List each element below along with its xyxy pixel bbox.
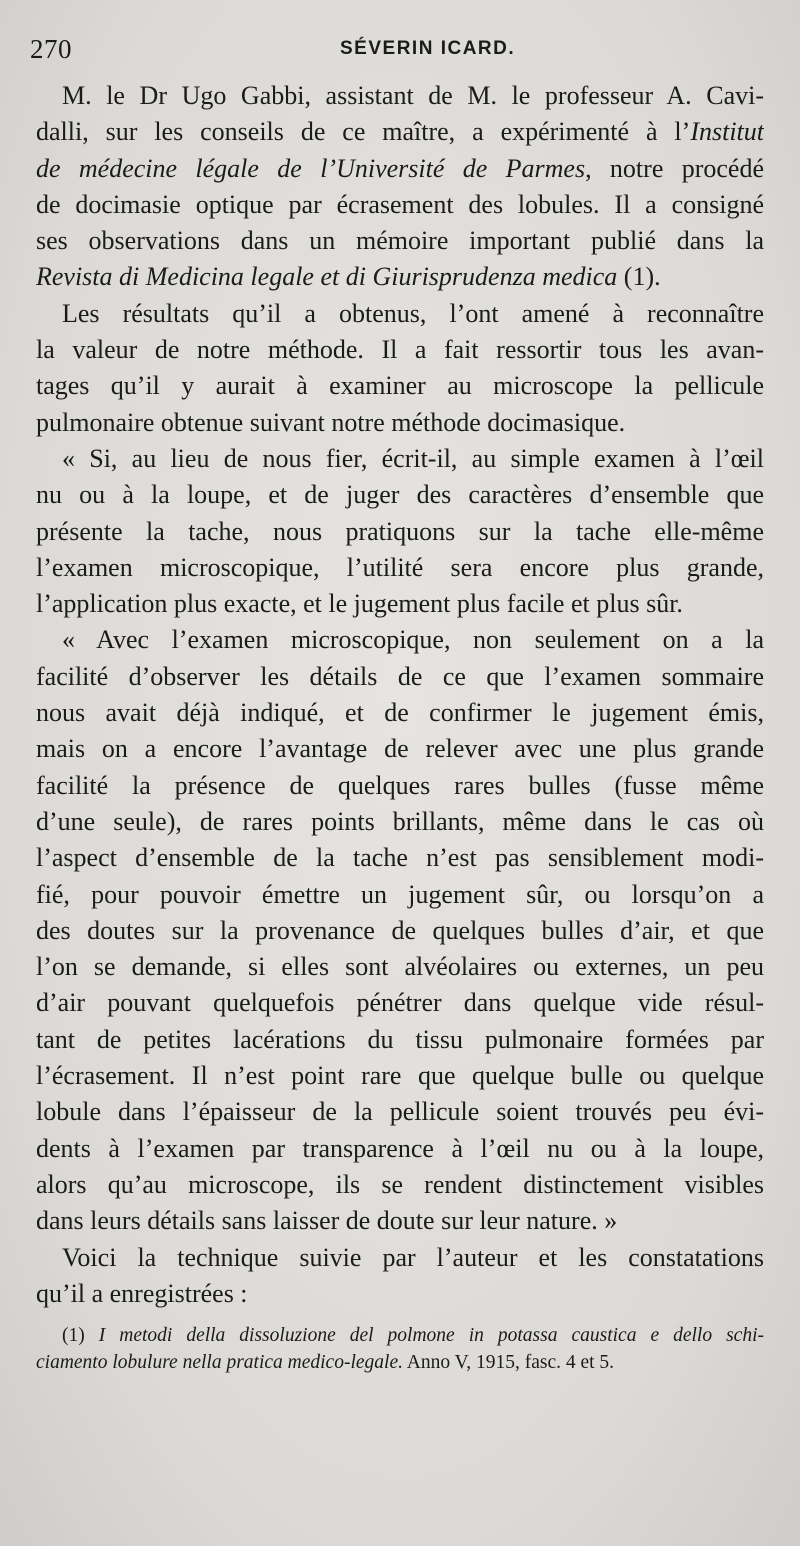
text-line: nu ou à la loupe, et de juger des caractères d’ensemble que	[36, 480, 764, 510]
text-line: d’une seule), de rares points brillants, même dans le cas où	[36, 806, 764, 836]
running-title: SÉVERIN ICARD.	[340, 38, 516, 59]
text-line: Voici la technique suivie par l’auteur et les constatations	[62, 1242, 764, 1272]
text-line: tant de petites lacérations du tissu pulmonaire formées par	[36, 1024, 764, 1054]
text-line: nous avait déjà indiqué, et de confirmer le jugement émis,	[36, 698, 764, 728]
footnote-line: ciamento lobulure nella pratica medico-legale. Anno V, 1915, fasc. 4 et 5.	[36, 1352, 615, 1373]
text-line: fié, pour pouvoir émettre un jugement sûr, ou lorsqu’on a	[36, 879, 764, 909]
italic-title: Institut	[690, 117, 764, 147]
text-line: facilité d’observer les détails de ce que l’examen sommaire	[36, 661, 764, 691]
text-line: la valeur de notre méthode. Il a fait ressortir tous les avan-	[36, 335, 764, 365]
text-line: d’air pouvant quelquefois pénétrer dans quelque vide résul-	[36, 988, 764, 1018]
text-line: dalli, sur les conseils de ce maître, a expérimenté à l’Institut	[36, 117, 764, 147]
text-line: des doutes sur la provenance de quelques bulles d’air, et que	[36, 915, 764, 945]
footnote	[36, 1322, 764, 1376]
text-line: Revista di Medicina legale et di Giurisprudenza medica (1).	[36, 262, 661, 292]
text-line: mais on a encore l’avantage de relever avec une plus grande	[36, 734, 764, 764]
page-header	[30, 34, 770, 68]
text-line: l’aspect d’ensemble de la tache n’est pas sensiblement modi-	[36, 843, 764, 873]
text-line: qu’il a enregistrées :	[36, 1278, 248, 1308]
text-line: ses observations dans un mémoire important publié dans la	[36, 226, 764, 256]
italic-title: Revista di Medicina legale et di Giurisprudenza medica	[36, 262, 618, 292]
text-line: l’examen microscopique, l’utilité sera encore plus grande,	[36, 552, 764, 582]
text-line: dans leurs détails sans laisser de doute sur leur nature. »	[36, 1206, 618, 1236]
text-line: « Avec l’examen microscopique, non seulement on a la	[62, 625, 764, 655]
text-line: facilité la présence de quelques rares bulles (fusse même	[36, 770, 764, 800]
text-line: « Si, au lieu de nous fier, écrit-il, au simple examen à l’œil	[62, 443, 764, 473]
text-line: de docimasie optique par écrasement des lobules. Il a consigné	[36, 189, 764, 219]
text-line: dents à l’examen par transparence à l’œil nu ou à la loupe,	[36, 1133, 764, 1163]
text-line: l’application plus exacte, et le jugement plus facile et plus sûr.	[36, 589, 683, 619]
footnote-title: I metodi della dissoluzione del polmone in potassa caustica e dello schi-	[98, 1325, 764, 1346]
footnote-line: (1) I metodi della dissoluzione del polmone in potassa caustica e dello schi-	[62, 1325, 764, 1346]
italic-title: de médecine légale de l’Université de Parmes	[36, 153, 586, 183]
page-number: 270	[30, 34, 72, 64]
text-line: Les résultats qu’il a obtenus, l’ont amené à reconnaître	[62, 298, 764, 328]
text-line: M. le Dr Ugo Gabbi, assistant de M. le professeur A. Cavi-	[62, 81, 764, 110]
text-line: alors qu’au microscope, ils se rendent distinctement visibles	[36, 1169, 764, 1199]
text-line: pulmonaire obtenue suivant notre méthode docimasique.	[36, 407, 626, 437]
body-text	[36, 78, 764, 1312]
text-line: l’écrasement. Il n’est point rare que quelque bulle ou quelque	[36, 1061, 764, 1091]
text-line: l’on se demande, si elles sont alvéolaires ou externes, un peu	[36, 952, 764, 982]
text-line: tages qu’il y aurait à examiner au microscope la pellicule	[36, 371, 764, 401]
footnote-title: ciamento lobulure nella pratica medico-legale.	[36, 1352, 403, 1373]
text-line: lobule dans l’épaisseur de la pellicule soient trouvés peu évi-	[36, 1097, 764, 1127]
text-line: de médecine légale de l’Université de Parmes, notre procédé	[36, 153, 764, 183]
text-line: présente la tache, nous pratiquons sur la tache elle-même	[36, 516, 764, 546]
